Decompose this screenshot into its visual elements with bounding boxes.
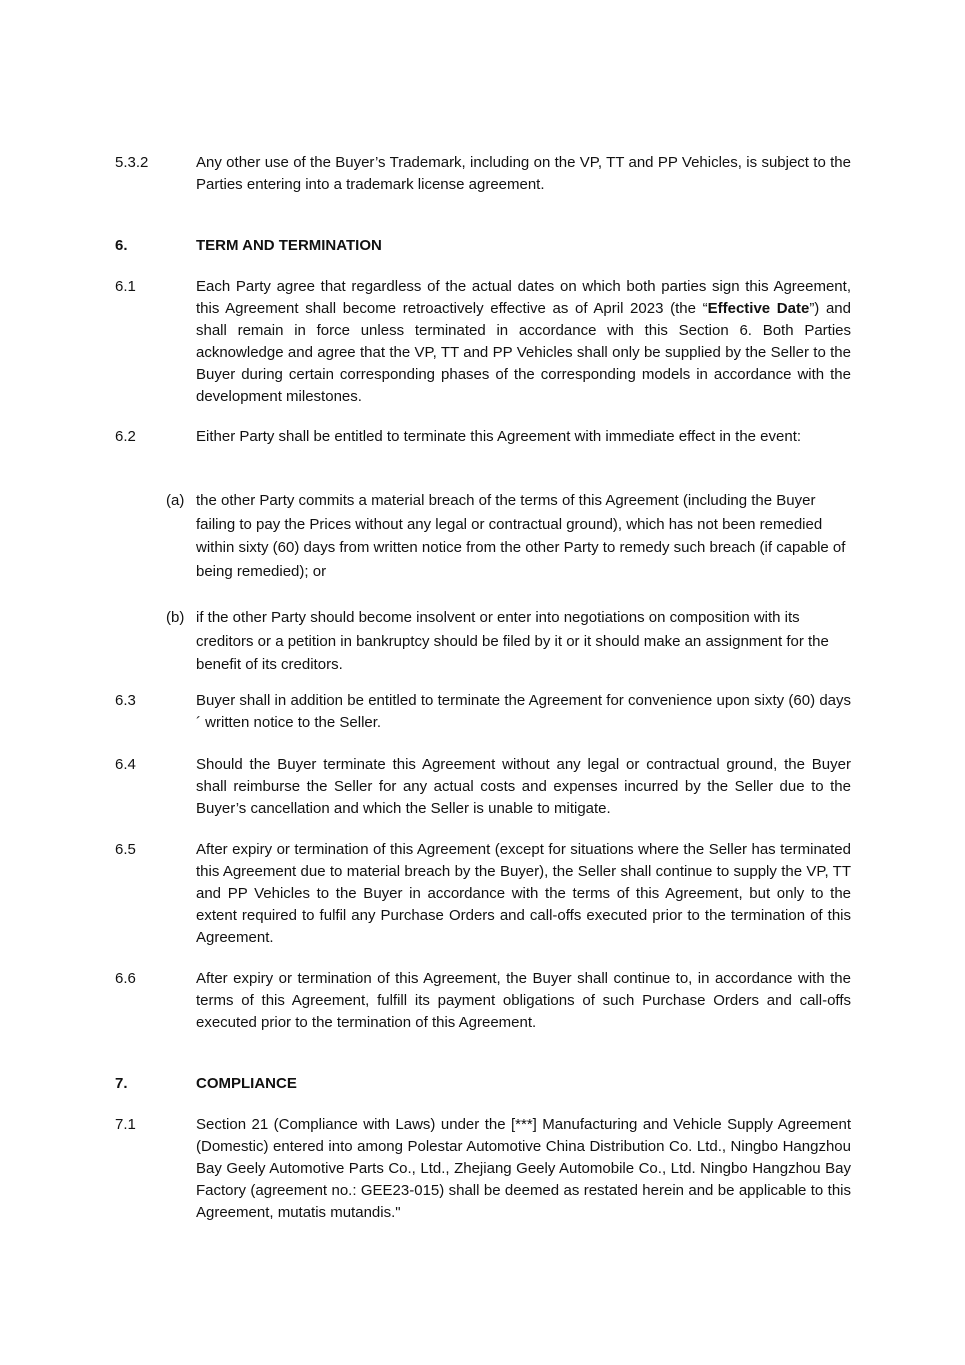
clause-7-1: [115, 1114, 851, 1224]
section-6-heading: [115, 235, 851, 257]
clause-number: 6.4: [115, 756, 136, 773]
subclause-label: (a): [166, 492, 185, 509]
subclause-text: the other Party commits a material breach of the terms of this Agreement (including the Buyer failing to pay the Prices without any legal or contractual ground), which has not been remedied within sixty (60) days from written notice from the other Party to remedy such breach (if capable of being remedied); or: [196, 492, 846, 580]
clause-6-1: [115, 276, 851, 408]
clause-text: After expiry or termination of this Agreement (except for situations where the Seller has terminated this Agreement due to material breach by the Buyer), the Seller shall continue to supply the VP, TT and PP Vehicles to the Buyer in accordance with the terms of this Agreement, but only to the extent required to fulfil any Purchase Orders and call-offs executed prior to the termination of this Agreement.: [196, 841, 851, 946]
clause-number: 6.1: [115, 278, 136, 295]
clause-5-3-2: [115, 152, 851, 196]
section-number: 7.: [115, 1075, 128, 1092]
section-7-heading: [115, 1073, 851, 1095]
clause-text: Any other use of the Buyer’s Trademark, including on the VP, TT and PP Vehicles, is subject to the Parties entering into a trademark license agreement.: [196, 154, 851, 193]
section-title: TERM AND TERMINATION: [196, 237, 382, 254]
clause-number: 5.3.2: [115, 154, 149, 171]
subclause-text: if the other Party should become insolvent or enter into negotiations on composition with its creditors or a petition in bankruptcy should be filed by it or it should make an assignment for the benefit of its creditors.: [196, 609, 829, 673]
clause-text: After expiry or termination of this Agreement, the Buyer shall continue to, in accordance with the terms of this Agreement, fulfill its payment obligations of such Purchase Orders and call-offs executed prior to the termination of this Agreement.: [196, 970, 851, 1031]
section-number: 6.: [115, 237, 128, 254]
clause-6-4: [115, 754, 851, 820]
subclause-label: (b): [166, 609, 185, 626]
subclause-6-2-b: [166, 606, 851, 677]
clause-number: 6.2: [115, 428, 136, 445]
clause-number: 6.3: [115, 692, 136, 709]
clause-text-part: ”) and shall remain in force unless terminated in accordance with this Section 6. Both Parties acknowledge and agree that the VP, TT and PP Vehicles shall only be supplied by the Seller to the Buyer during certain corresponding phases of the corresponding models in accordance with the development milestones.: [196, 300, 851, 405]
clause-6-3: [115, 690, 851, 734]
clause-6-6: [115, 968, 851, 1034]
clause-number: 6.6: [115, 970, 136, 987]
clause-text: Should the Buyer terminate this Agreement without any legal or contractual ground, the Buyer shall reimburse the Seller for any actual costs and expenses incurred by the Seller due to the Buyer’s cancellation and which the Seller is unable to mitigate.: [196, 756, 851, 817]
defined-term: Effective Date: [707, 300, 810, 317]
clause-number: 6.5: [115, 841, 136, 858]
clause-text-part: Each Party agree that regardless of the actual dates on which both parties sign this Agreement, this Agreement shall become retroactively effective as of April 2023 (the “: [196, 278, 851, 317]
clause-number: 7.1: [115, 1116, 136, 1133]
clause-6-2: [115, 426, 851, 448]
section-title: COMPLIANCE: [196, 1075, 297, 1092]
clause-6-5: [115, 839, 851, 949]
clause-text: [196, 276, 851, 408]
clause-text: Section 21 (Compliance with Laws) under the [***] Manufacturing and Vehicle Supply Agreement (Domestic) entered into among Polestar Automotive China Distribution Co. Ltd., Ningbo Hangzhou Bay Geely Automotive Parts Co., Ltd., Zhejiang Geely Automobile Co., Ltd. Ningbo Hangzhou Bay Factory (agreement no.: GEE23-015) shall be deemed as restated herein and be applicable to this Agreement, mutatis mutandis.": [196, 1116, 851, 1221]
clause-text: Buyer shall in addition be entitled to terminate the Agreement for convenience upon sixty (60) days´ written notice to the Seller.: [196, 692, 851, 731]
clause-text: Either Party shall be entitled to terminate this Agreement with immediate effect in the event:: [196, 428, 802, 445]
subclause-6-2-a: [166, 489, 851, 583]
